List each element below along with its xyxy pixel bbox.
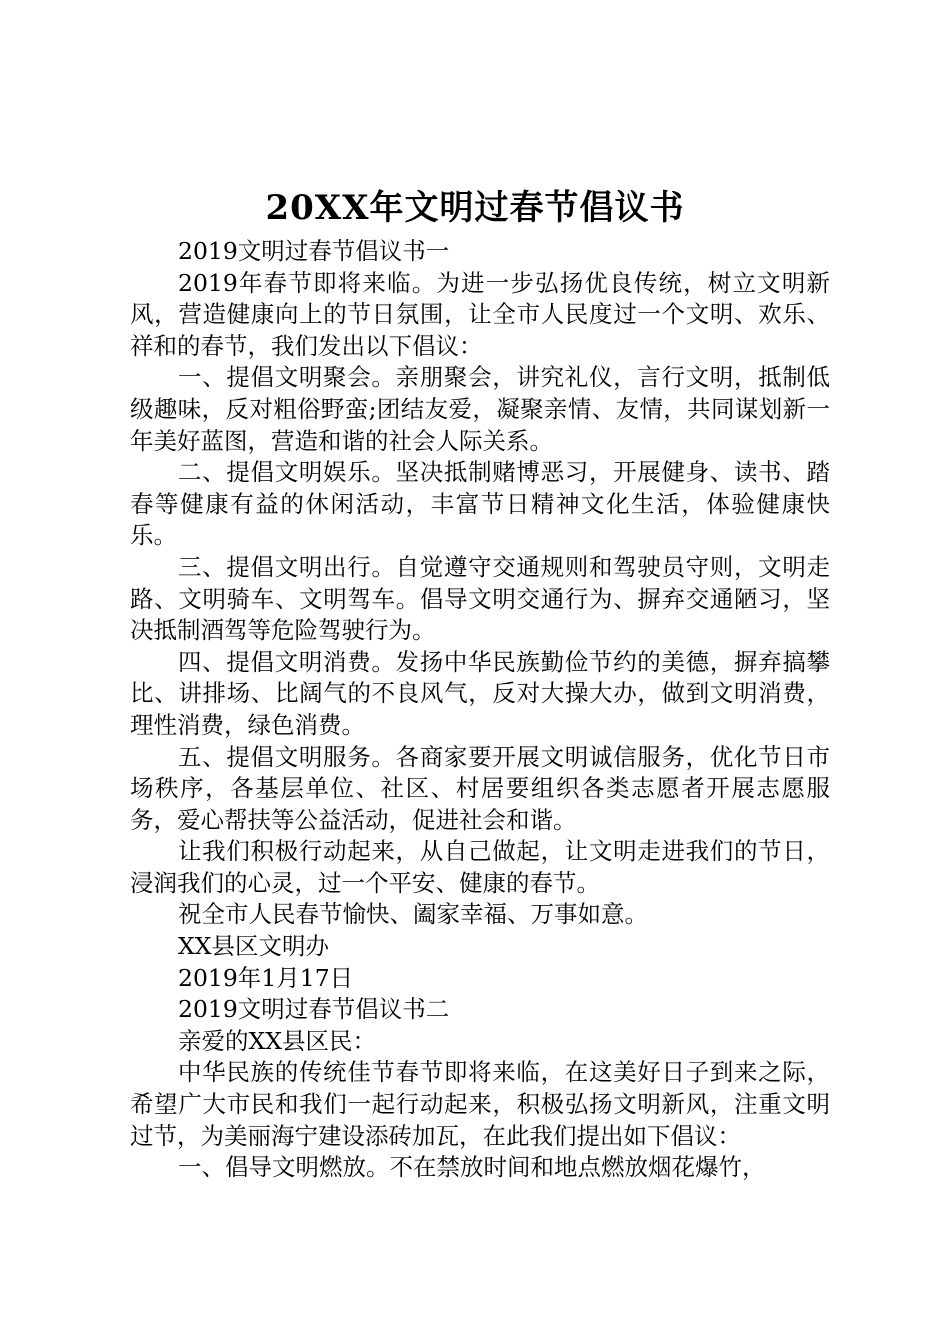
paragraph-intro: 2019年春节即将来临。为进一步弘扬优良传统，树立文明新风，营造健康向上的节日氛围，让全市人民度过一个文明、欢乐、祥和的春节，我们发出以下倡议： [130, 268, 830, 360]
signature-issuer: XX县区文明办 [178, 932, 329, 961]
paragraph-salutation: 亲爱的XX县区民： [178, 1026, 376, 1055]
paragraph-item-1-second: 一、倡导文明燃放。不在禁放时间和地点燃放烟花爆竹， [178, 1153, 766, 1182]
document-body [130, 236, 830, 1184]
paragraph-item-3: 三、提倡文明出行。自觉遵守交通规则和驾驶员守则，文明走路、文明骑车、文明驾车。倡导文明交通行为、摒弃交通陋习，坚决抵制酒驾等危险驾驶行为。 [130, 552, 830, 645]
paragraph-item-4: 四、提倡文明消费。发扬中华民族勤俭节约的美德，摒弃搞攀比、讲排场、比阔气的不良风气，反对大操大办，做到文明消费，理性消费，绿色消费。 [130, 647, 830, 739]
paragraph-call-to-action: 让我们积极行动起来，从自己做起，让文明走进我们的节日，浸润我们的心灵，过一个平安、健康的春节。 [130, 837, 830, 897]
paragraph-item-5: 五、提倡文明服务。各商家要开展文明诚信服务，优化节日市场秩序，各基层单位、社区、村居要组织各类志愿者开展志愿服务，爱心帮扶等公益活动，促进社会和谐。 [130, 742, 830, 834]
paragraph-item-1: 一、提倡文明聚会。亲朋聚会，讲究礼仪，言行文明，抵制低级趣味，反对粗俗野蛮;团结友爱，凝聚亲情、友情，共同谋划新一年美好蓝图，营造和谐的社会人际关系。 [130, 363, 830, 455]
paragraph-subheading-2: 2019文明过春节倡议书二 [178, 995, 450, 1024]
paragraph-intro-2: 中华民族的传统佳节春节即将来临，在这美好日子到来之际，希望广大市民和我们一起行动起来，积极弘扬文明新风，注重文明过节，为美丽海宁建设添砖加瓦，在此我们提出如下倡议： [130, 1058, 830, 1150]
paragraph-subheading-1: 2019文明过春节倡议书一 [178, 237, 450, 265]
signature-date: 2019年1月17日 [178, 963, 354, 992]
paragraph-item-2: 二、提倡文明娱乐。坚决抵制赌博恶习，开展健身、读书、踏春等健康有益的休闲活动，丰富节日精神文化生活，体验健康快乐。 [130, 458, 830, 550]
paragraph-greeting: 祝全市人民春节愉快、阖家幸福、万事如意。 [178, 900, 648, 929]
document-title: 20XX年文明过春节倡议书 [265, 188, 685, 228]
